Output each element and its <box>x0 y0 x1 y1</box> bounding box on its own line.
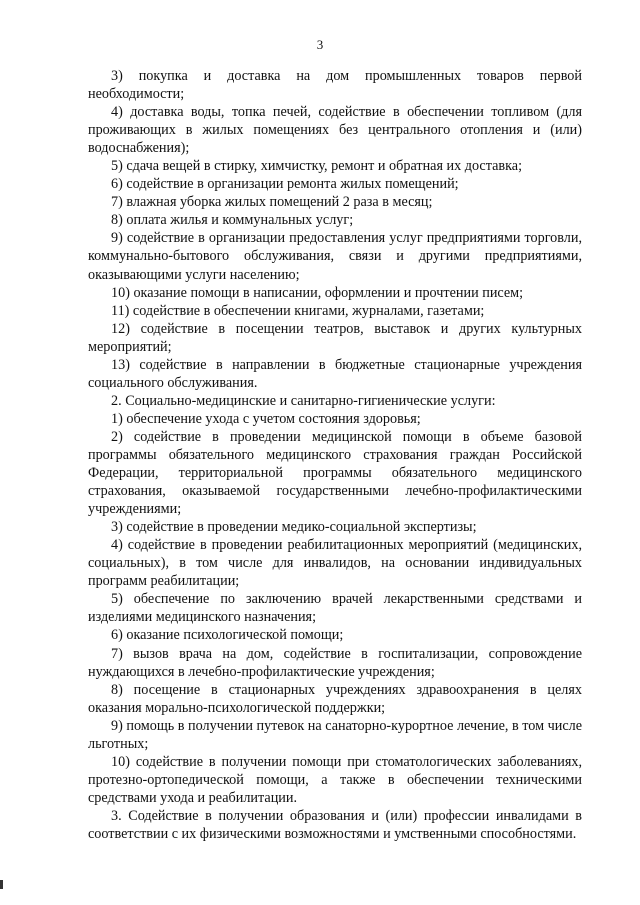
paragraph: 9) помощь в получении путевок на санаторно-курортное лечение, в том числе льготных; <box>88 717 582 752</box>
document-body <box>88 67 582 843</box>
paragraph: 9) содействие в организации предоставления услуг предприятиями торговли, коммунально-бытового обслуживания, связи и другими предприятиями, оказывающими услуги населению; <box>88 230 582 283</box>
paragraph: 5) обеспечение по заключению врачей лекарственными средствами и изделиями медицинского назначения; <box>88 591 582 626</box>
paragraph: 8) оплата жилья и коммунальных услуг; <box>111 212 354 229</box>
paragraph: 1) обеспечение ухода с учетом состояния здоровья; <box>111 410 421 427</box>
paragraph: 3) содействие в проведении медико-социальной экспертизы; <box>111 519 477 536</box>
paragraph: 11) содействие в обеспечении книгами, журналами, газетами; <box>111 302 485 319</box>
paragraph: 6) оказание психологической помощи; <box>111 627 344 644</box>
paragraph: 12) содействие в посещении театров, выставок и других культурных мероприятий; <box>88 320 582 355</box>
paragraph: 4) содействие в проведении реабилитационных мероприятий (медицинских, социальных), в том числе для инвалидов, на основании индивидуальных программ реабилитации; <box>88 537 582 590</box>
scan-artifact-mark <box>0 880 3 889</box>
paragraph: 3) покупка и доставка на дом промышленных товаров первой необходимости; <box>88 68 582 103</box>
paragraph: 4) доставка воды, топка печей, содействие в обеспечении топливом (для проживающих в жилых помещениях без центрального отопления и (или) водоснабжения); <box>88 104 582 157</box>
paragraph: 10) оказание помощи в написании, оформлении и прочтении писем; <box>111 284 524 301</box>
paragraph: 6) содействие в организации ремонта жилых помещений; <box>111 176 459 193</box>
section-heading: 3. Содействие в получении образования и (или) профессии инвалидами в соответствии с их физическими возможностями и умственными способностями. <box>88 807 582 842</box>
paragraph: 10) содействие в получении помощи при стоматологических заболеваниях, протезно-ортопедической помощи, а также в обеспечении техническими средствами ухода и реабилитации. <box>88 753 582 806</box>
paragraph: 2) содействие в проведении медицинской помощи в объеме базовой программы обязательного медицинского страхования граждан Российской Федерации, территориальной программы обязательного медицинского страхования, оказываемой государственными лечебно-профилактическими учреждениями; <box>88 428 582 518</box>
section-heading: 2. Социально-медицинские и санитарно-гигиенические услуги: <box>111 392 496 409</box>
page-number: 3 <box>316 37 324 52</box>
paragraph: 13) содействие в направлении в бюджетные стационарные учреждения социального обслуживания. <box>88 356 582 391</box>
paragraph: 8) посещение в стационарных учреждениях здравоохранения в целях оказания морально-психологической поддержки; <box>88 681 582 716</box>
paragraph: 7) влажная уборка жилых помещений 2 раза в месяц; <box>111 194 433 211</box>
paragraph: 7) вызов врача на дом, содействие в госпитализации, сопровождение нуждающихся в лечебно-профилактические учреждения; <box>88 645 582 680</box>
paragraph: 5) сдача вещей в стирку, химчистку, ремонт и обратная их доставка; <box>111 158 523 175</box>
